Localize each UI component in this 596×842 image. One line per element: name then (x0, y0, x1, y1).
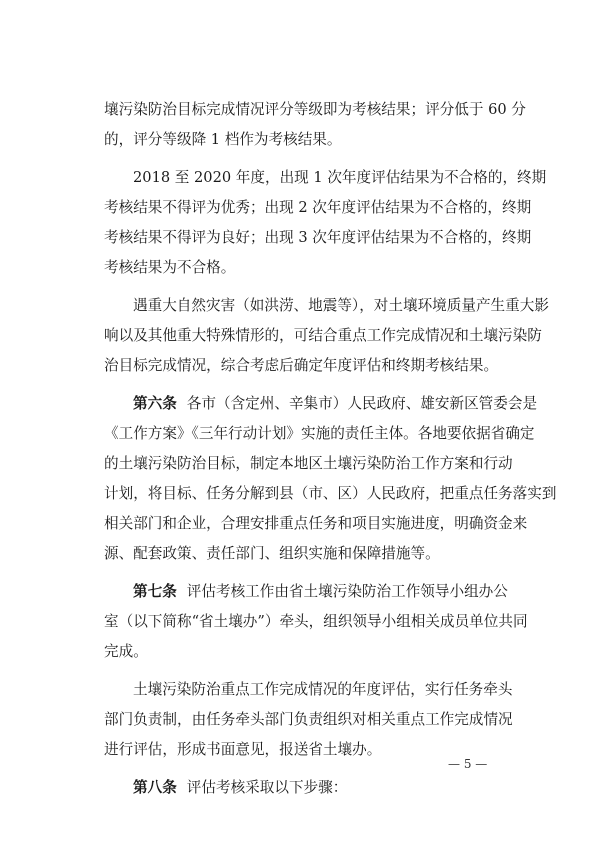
article-heading: 第八条 (133, 779, 177, 796)
text-line: 各市（含定州、辛集市）人民政府、雄安新区管委会是 (186, 395, 538, 412)
text-line: 2018 至 2020 年度，出现 1 次年度评估结果为不合格的，终期 (133, 169, 547, 186)
text-line: 计划，将目标、任务分解到县（市、区）人民政府，把重点任务落实到 (104, 485, 557, 502)
text-line: 土壤污染防治重点工作完成情况的年度评估，实行任务牵头 (133, 681, 513, 698)
text-line: 考核结果为不合格。 (104, 259, 236, 276)
article-eight-first-line (104, 773, 504, 803)
article-heading: 第七条 (133, 583, 177, 600)
text-line: 响以及其他重大特殊情形的，可结合重点工作完成情况和土壤污染防 (104, 327, 542, 344)
article-seven-first-line (104, 577, 508, 607)
text-line: 评估考核工作由省土壤污染防治工作领导小组办公 (186, 583, 508, 600)
article-six-first-line (104, 389, 538, 419)
text-line: 《工作方案》《三年行动计划》实施的责任主体。各地要依据省确定 (104, 425, 535, 442)
page-number: — 5 — (448, 757, 488, 771)
text-line: 考核结果不得评为优秀；出现 2 次年度评估结果为不合格的，终期 (104, 199, 532, 216)
text-line: 室（以下简称“省土壤办”）牵头，组织领导小组相关成员单位共同 (104, 613, 528, 630)
text-line: 的土壤污染防治目标，制定本地区土壤污染防治工作方案和行动 (104, 455, 513, 472)
text-line: 遇重大自然灾害（如洪涝、地震等），对土壤环境质量产生重大影 (133, 297, 549, 314)
text-line: 治目标完成情况，综合考虑后确定年度评估和终期考核结果。 (104, 357, 499, 374)
text-line: 评估考核采取以下步骤： (186, 779, 348, 796)
text-line: 壤污染防治目标完成情况评分等级即为考核结果；评分低于 60 分 (104, 101, 526, 118)
text-line: 源、配套政策、责任部门、组织实施和保障措施等。 (104, 545, 440, 562)
text-line: 进行评估，形成书面意见，报送省土壤办。 (104, 741, 382, 758)
text-line: 的，评分等级降 1 档作为考核结果。 (104, 131, 342, 148)
article-heading: 第六条 (133, 395, 177, 412)
text-line: 考核结果不得评为良好；出现 3 次年度评估结果为不合格的，终期 (104, 229, 532, 246)
text-line: 完成。 (104, 643, 148, 660)
text-line: 相关部门和企业，合理安排重点任务和项目实施进度，明确资金来 (104, 515, 528, 532)
document-body (104, 95, 557, 803)
text-line: 部门负责制，由任务牵头部门负责组织对相关重点工作完成情况 (104, 711, 513, 728)
